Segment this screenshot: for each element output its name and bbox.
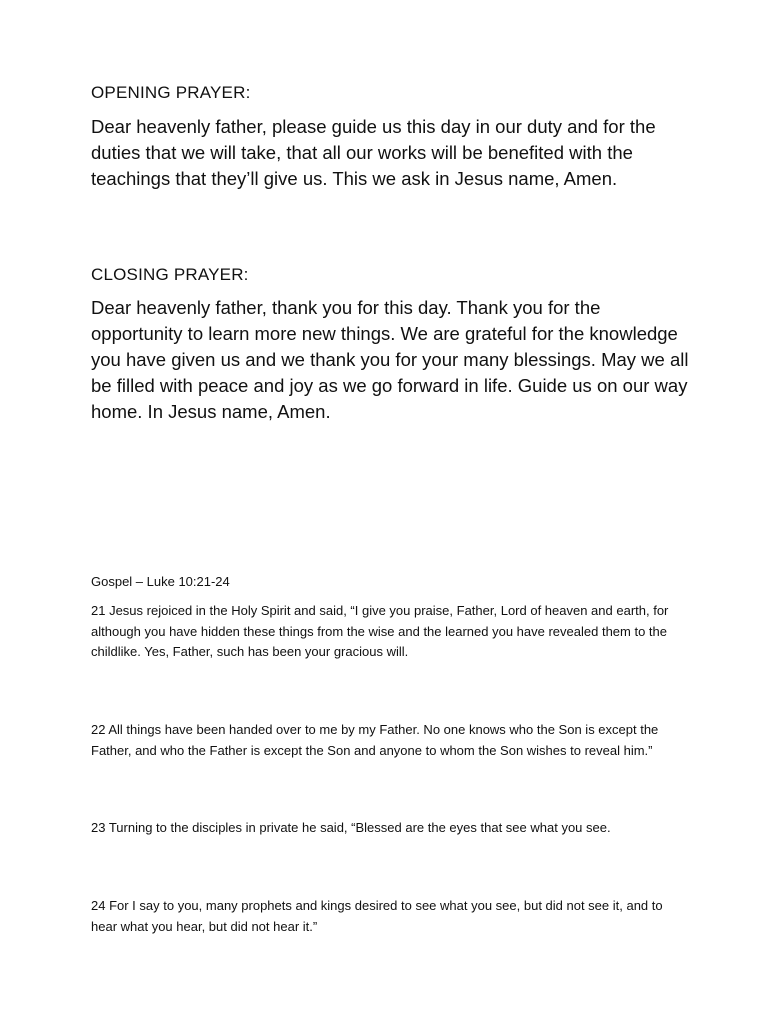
gospel-title: Gospel – Luke 10:21-24 xyxy=(91,574,230,589)
opening-prayer-heading: OPENING PRAYER: xyxy=(91,83,251,102)
gospel-verse-23: 23 Turning to the disciples in private he said, “Blessed are the eyes that see what you see. xyxy=(91,820,611,835)
gospel-verse-21: 21 Jesus rejoiced in the Holy Spirit and said, “I give you praise, Father, Lord of heaven and earth, for although you have hidden these things from the wise and the learned you have revealed them to the childlike. Yes, Father, such has been your gracious will. xyxy=(91,603,669,659)
opening-prayer-text: Dear heavenly father, please guide us this day in our duty and for the duties that we will take, that all our works will be benefited with the teachings that they’ll give us. This we ask in Jesus name, Amen. xyxy=(91,116,656,189)
gospel-verse-22: 22 All things have been handed over to me by my Father. No one knows who the Son is except the Father, and who the Father is except the Son and anyone to whom the Son wishes to reveal him.” xyxy=(91,722,659,758)
closing-prayer-heading: CLOSING PRAYER: xyxy=(91,265,249,284)
gospel-verse-24: 24 For I say to you, many prophets and kings desired to see what you see, but did not see it, and to hear what you hear, but did not hear it.” xyxy=(91,898,663,934)
closing-prayer-text: Dear heavenly father, thank you for this day. Thank you for the opportunity to learn more new things. We are grateful for the knowledge you have given us and we thank you for your many blessings. May we all be filled with peace and joy as we go forward in life. Guide us on our way home. In Jesus name, Amen. xyxy=(91,297,689,422)
